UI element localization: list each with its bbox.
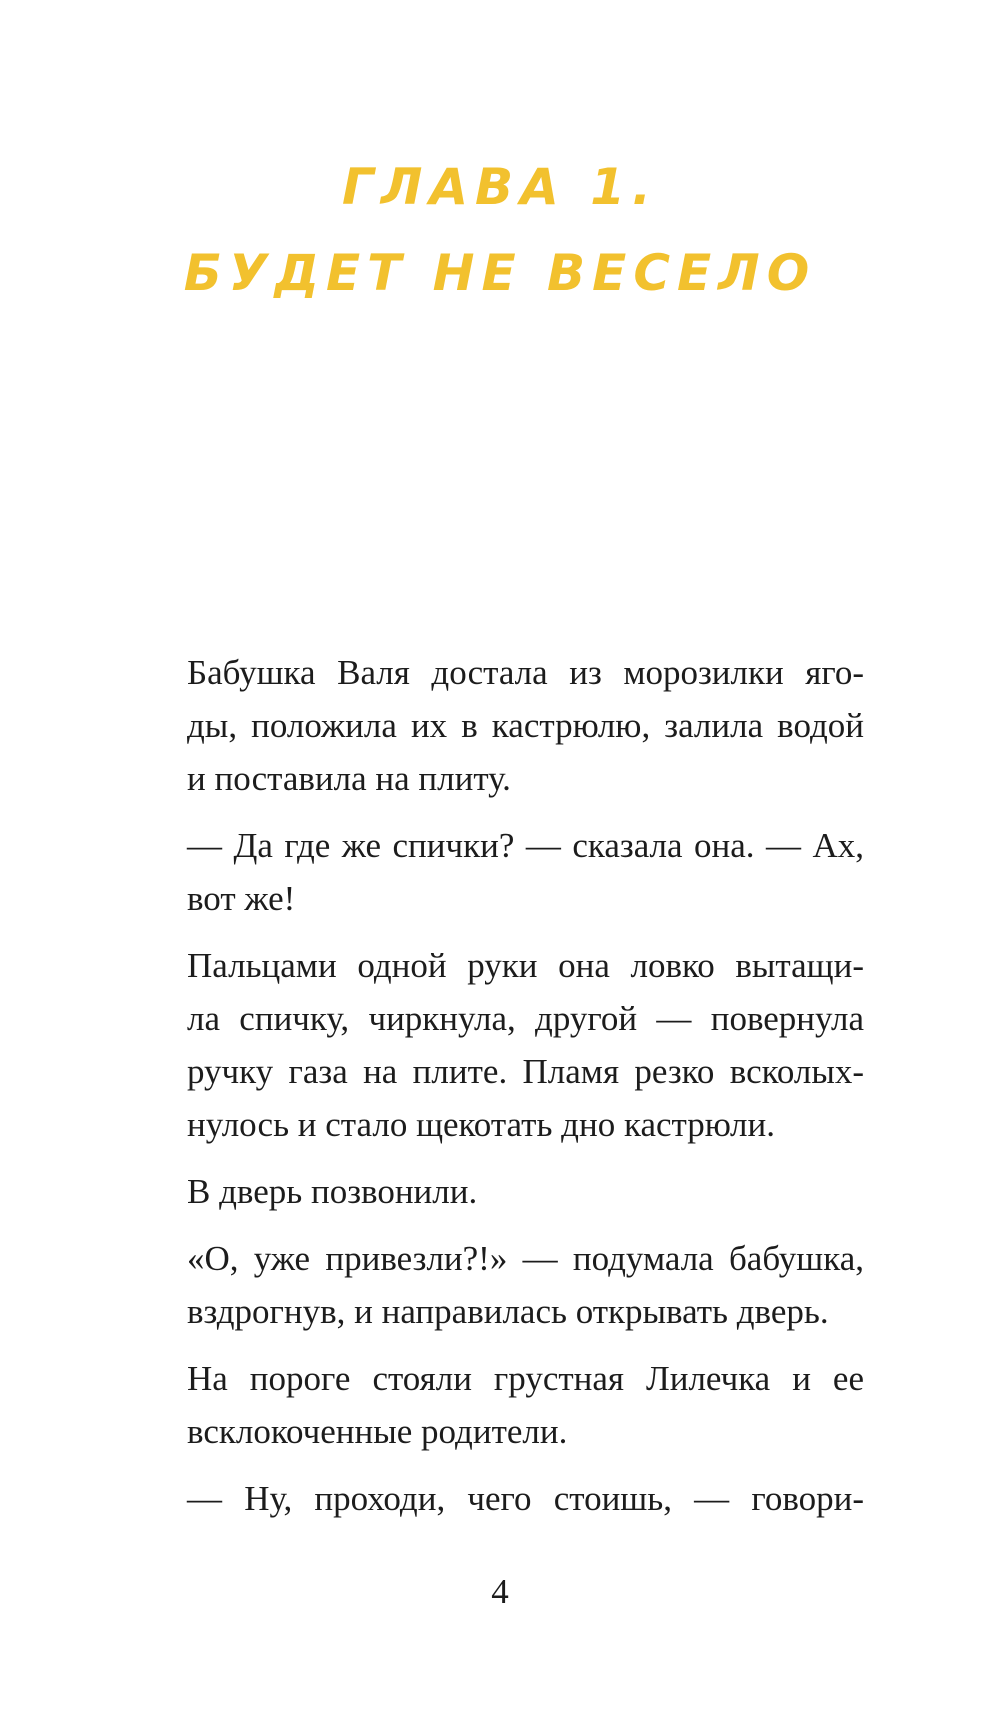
- paragraph: [142, 819, 864, 925]
- text-line: В дверь позвонили.: [187, 1172, 478, 1211]
- text-line: нулось и стало щекотать дно кастрюли.: [187, 1105, 775, 1144]
- text-line: ла спичку, чиркнула, другой — повернула: [187, 999, 864, 1038]
- paragraph: [142, 646, 864, 805]
- text-line: — Ну, проходи, чего стоишь, — говори-: [187, 1479, 864, 1518]
- text-line: вот же!: [187, 879, 296, 918]
- text-line: и поставила на плиту.: [187, 759, 511, 798]
- paragraph: [142, 1165, 864, 1218]
- chapter-title: БУДЕТ НЕ ВЕСЕЛО: [183, 244, 817, 302]
- paragraph: [142, 939, 864, 1151]
- text-line: «О, уже привезли?!» — подумала бабушка,: [187, 1239, 864, 1278]
- text-line: ручку газа на плите. Пламя резко всколых-: [187, 1052, 864, 1091]
- chapter-number: ГЛАВА 1.: [341, 158, 659, 216]
- text-line: вздрогнув, и направилась открывать дверь.: [187, 1292, 829, 1331]
- paragraph: [142, 1232, 864, 1338]
- paragraph: [142, 1472, 864, 1525]
- text-line: Пальцами одной руки она ловко вытащи-: [187, 946, 864, 985]
- text-line: ды, положила их в кастрюлю, залила водой: [187, 706, 864, 745]
- text-line: На пороге стояли грустная Лилечка и ее: [187, 1359, 864, 1398]
- body-text: [142, 646, 864, 1539]
- text-line: Бабушка Валя достала из морозилки яго-: [187, 653, 864, 692]
- text-line: всклокоченные родители.: [187, 1412, 568, 1451]
- paragraph: [142, 1352, 864, 1458]
- text-line: — Да где же спички? — сказала она. — Ах,: [187, 826, 864, 865]
- page-number: 4: [491, 1572, 509, 1611]
